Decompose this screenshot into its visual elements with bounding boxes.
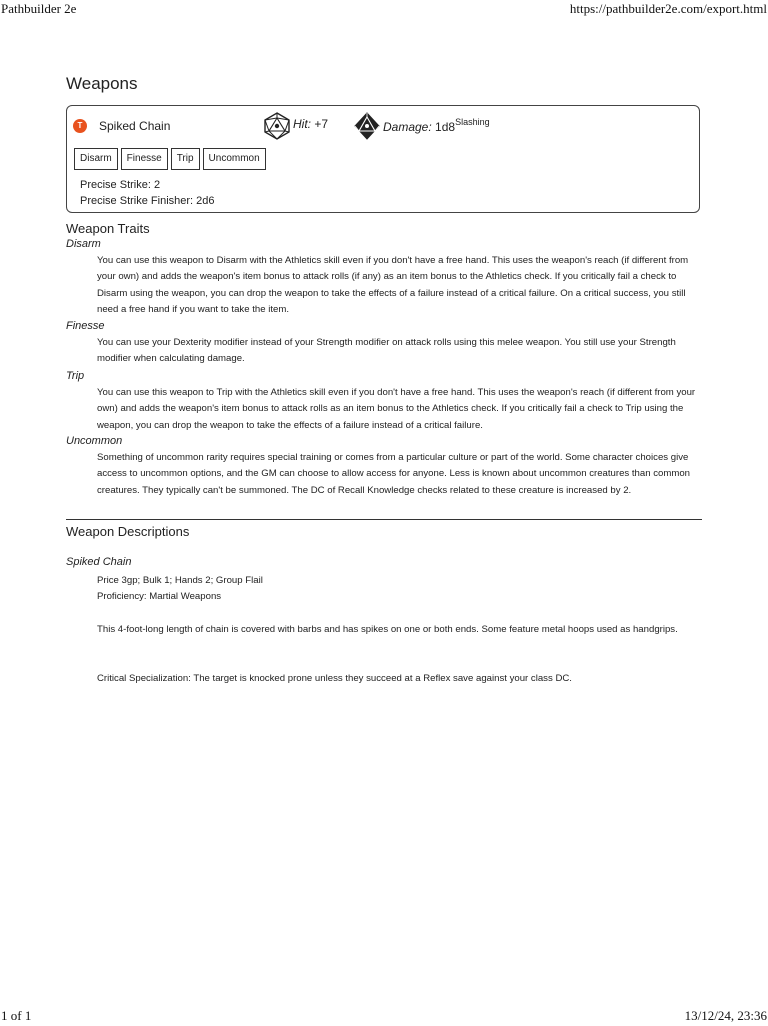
hit-label: Hit: [293,117,311,131]
proficiency-value: Martial Weapons [149,591,222,602]
weapon-descriptions-heading: Weapon Descriptions [66,524,190,539]
proficiency-line [97,589,221,605]
d8-dice-icon [353,112,381,140]
price-line: Price 3gp; Bulk 1; Hands 2; Group Flail [97,575,263,586]
trait-definition-uncommon [66,435,702,499]
critical-specialization [97,671,697,687]
hit-value: +7 [314,117,329,131]
damage-dice: 1d8 [435,120,456,134]
print-header [0,1,768,19]
trait-definition-text: You can use this weapon to Disarm with the Athletics skill even if you don't have a free hand. This uses the weapon's reach (if different from your own) and adds the weapon's item bonus to attack rolls (if any) as an item bonus to the Athletics check. If you critically fail a check to Disarm using the weapon, you can drop the weapon to take the effects of a failure instead of a critical failure. On a critical success, you still need a free hand if you want to take the item. [97,255,689,316]
weapon-trait-chips [74,148,266,170]
trait-chip-uncommon[interactable]: Uncommon [203,148,266,170]
trait-chip-disarm[interactable]: Disarm [74,148,118,170]
trait-chip-trip[interactable]: Trip [171,148,200,170]
weapon-card [66,105,700,213]
flavor-text: This 4-foot-long length of chain is covered with barbs and has spikes on one or both ends. Some feature metal hoops used as handgrips. [97,624,678,635]
print-datetime: 13/12/24, 23:36 [684,1008,767,1023]
trait-definition-disarm [66,238,702,319]
page-count: 1 of 1 [1,1008,32,1023]
damage-label: Damage: [383,120,432,134]
trait-chip-finesse[interactable]: Finesse [121,148,168,170]
trait-definition-name: Uncommon [66,435,123,447]
trait-definition-text: You can use your Dexterity modifier instead of your Strength modifier on attack rolls using this melee weapon. You still use your Strength modifier when calculating damage. [97,337,676,365]
crit-text: The target is knocked prone unless they succeed at a Reflex save against your class DC. [193,673,572,684]
damage-info [383,117,490,134]
trait-definition-trip [66,370,702,434]
crit-label: Critical Specialization: [97,673,191,684]
trait-definition-text: Something of uncommon rarity requires special training or comes from a particular culture or part of the world. Some character choices give access to uncommon options, and the GM can choose to allow access for anyone. Less is known about uncommon creatures than common creatures. They typically can't be summoned. The DC of Recall Knowledge checks related to these creature is increased by 2. [97,452,690,496]
tier-badge-icon: T [73,119,87,133]
print-url: https://pathbuilder2e.com/export.html [569,1,767,16]
precise-strike-stat: Precise Strike: 2 [80,179,161,191]
section-divider [66,519,702,520]
precise-strike-finisher-stat: Precise Strike Finisher: 2d6 [80,195,215,207]
damage-type: Slashing [455,117,490,127]
description-weapon-name: Spiked Chain [66,556,132,568]
weapon-traits-heading: Weapon Traits [66,221,150,236]
print-site-name: Pathbuilder 2e [1,1,77,16]
print-footer [0,1008,768,1026]
trait-definition-name: Trip [66,370,85,382]
proficiency-label: Proficiency: [97,591,147,602]
hit-bonus [293,117,328,131]
trait-definition-name: Finesse [66,320,105,332]
trait-definition-name: Disarm [66,238,101,250]
weapon-name: Spiked Chain [99,119,171,133]
trait-definition-finesse [66,320,702,368]
trait-definition-text: You can use this weapon to Trip with the Athletics skill even if you don't have a free hand. This uses the weapon's reach (if different from your own) and adds the weapon's item bonus to attack rolls as an item bonus to the Athletics check. If you critically fail a check to Trip using the weapon, you can drop the weapon to take the effects of a failure instead of a critical failure. [97,387,696,431]
d20-dice-icon [263,112,291,140]
page-title: Weapons [66,74,138,93]
